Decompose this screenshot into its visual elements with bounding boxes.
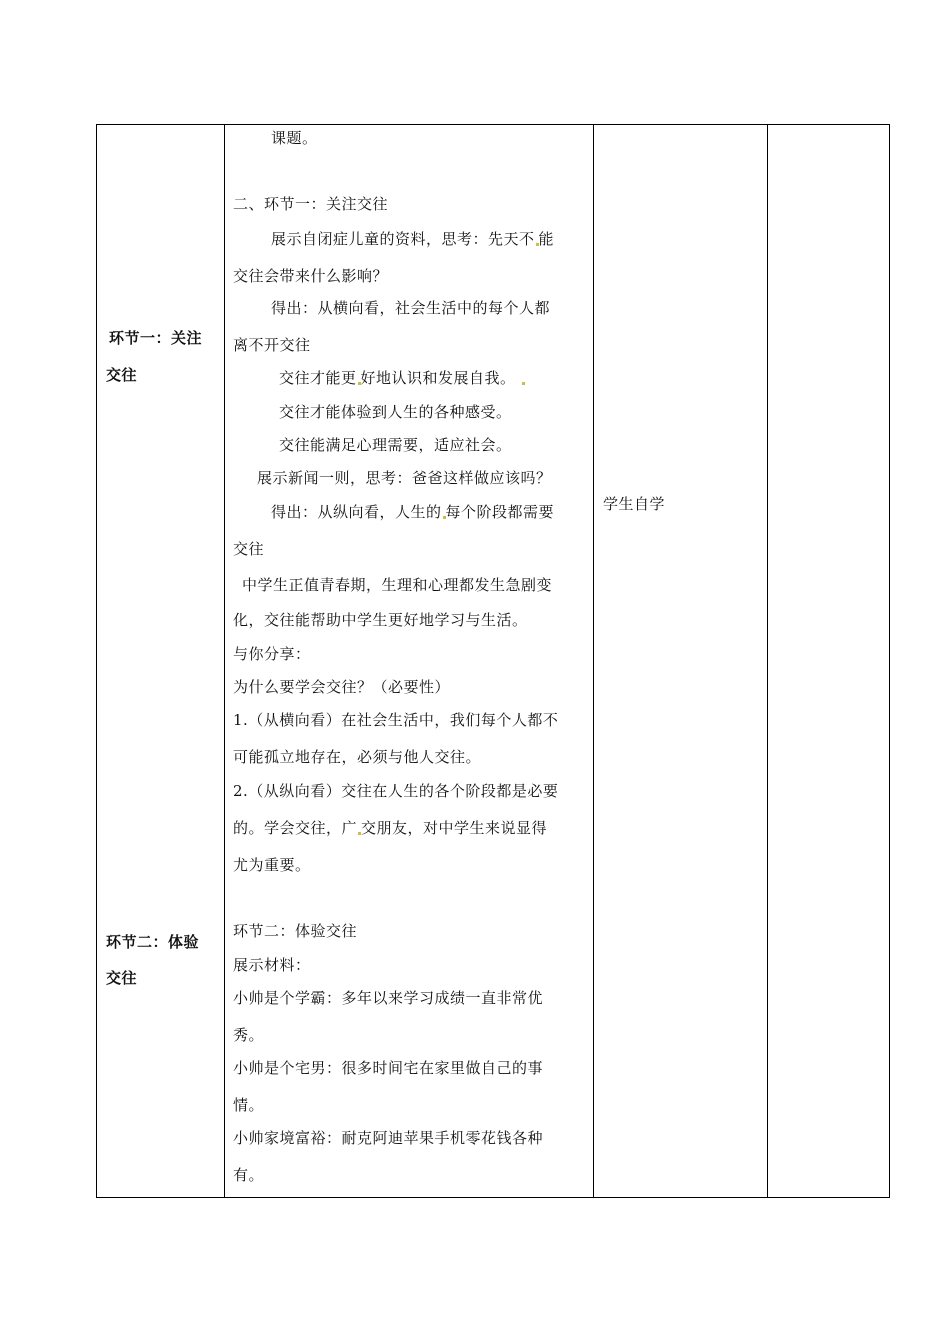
column-divider-3: [767, 125, 768, 1197]
section2-label-line2: 交往: [106, 969, 138, 987]
mark-dot: [522, 382, 525, 385]
section2-label-line1: 环节二：体验: [106, 933, 200, 951]
content-line: 小帅是个宅男：很多时间宅在家里做自己的事: [233, 1059, 544, 1077]
content-line: 交往才能更 好地认识和发展自我。: [279, 368, 525, 388]
content-line: 2.（从纵向看）交往在人生的各个阶段都是必要: [233, 782, 559, 800]
content-line: 小帅是个学霸：多年以来学习成绩一直非常优: [233, 989, 544, 1007]
content-line: 1.（从横向看）在社会生活中，我们每个人都不: [233, 711, 559, 729]
section1-label-line2: 交往: [106, 366, 138, 384]
content-line: 可能孤立地存在，必须与他人交往。: [233, 748, 482, 766]
content-line: 环节二：体验交往: [233, 922, 358, 940]
lesson-table: [96, 124, 890, 1198]
content-line: 展示材料：: [233, 956, 311, 974]
content-line: 展示自闭症儿童的资料，思考：先天不 能: [271, 230, 555, 248]
content-line: 有。: [233, 1166, 265, 1184]
content-line: 离不开交往: [233, 336, 311, 354]
column-divider-1: [224, 125, 225, 1197]
content-line: 的。学会交往，广 交朋友，对中学生来说显得: [233, 819, 548, 837]
content-line: 二、环节一：关注交往: [233, 195, 389, 213]
content-line: 小帅家境富裕：耐克阿迪苹果手机零花钱各种: [233, 1129, 544, 1147]
content-line: 中学生正值青春期，生理和心理都发生急剧变: [242, 576, 553, 594]
content-line: 得出：从横向看，社会生活中的每个人都: [271, 299, 551, 317]
section1-label-line1: 环节一：关注: [109, 329, 203, 347]
content-line: 展示新闻一则，思考：爸爸这样做应该吗？: [257, 469, 552, 487]
content-line: 交往能满足心理需要，适应社会。: [279, 436, 512, 454]
column-divider-2: [593, 125, 594, 1197]
content-line: 化，交往能帮助中学生更好地学习与生活。: [233, 611, 528, 629]
student-activity-text: 学生自学: [603, 495, 666, 513]
content-line: 得出：从纵向看，人生的 每个阶段都需要: [271, 503, 555, 521]
content-line: 交往: [233, 540, 265, 558]
content-line: 情。: [233, 1096, 265, 1114]
content-line: 秀。: [233, 1026, 265, 1044]
content-line: 与你分享：: [233, 645, 311, 663]
content-line: 尤为重要。: [233, 856, 311, 874]
content-line: 课题。: [271, 129, 318, 147]
content-line: 交往才能体验到人生的各种感受。: [279, 403, 512, 421]
content-line: 为什么要学会交往？（必要性）: [233, 678, 451, 696]
content-line: 交往会带来什么影响？: [233, 267, 389, 285]
